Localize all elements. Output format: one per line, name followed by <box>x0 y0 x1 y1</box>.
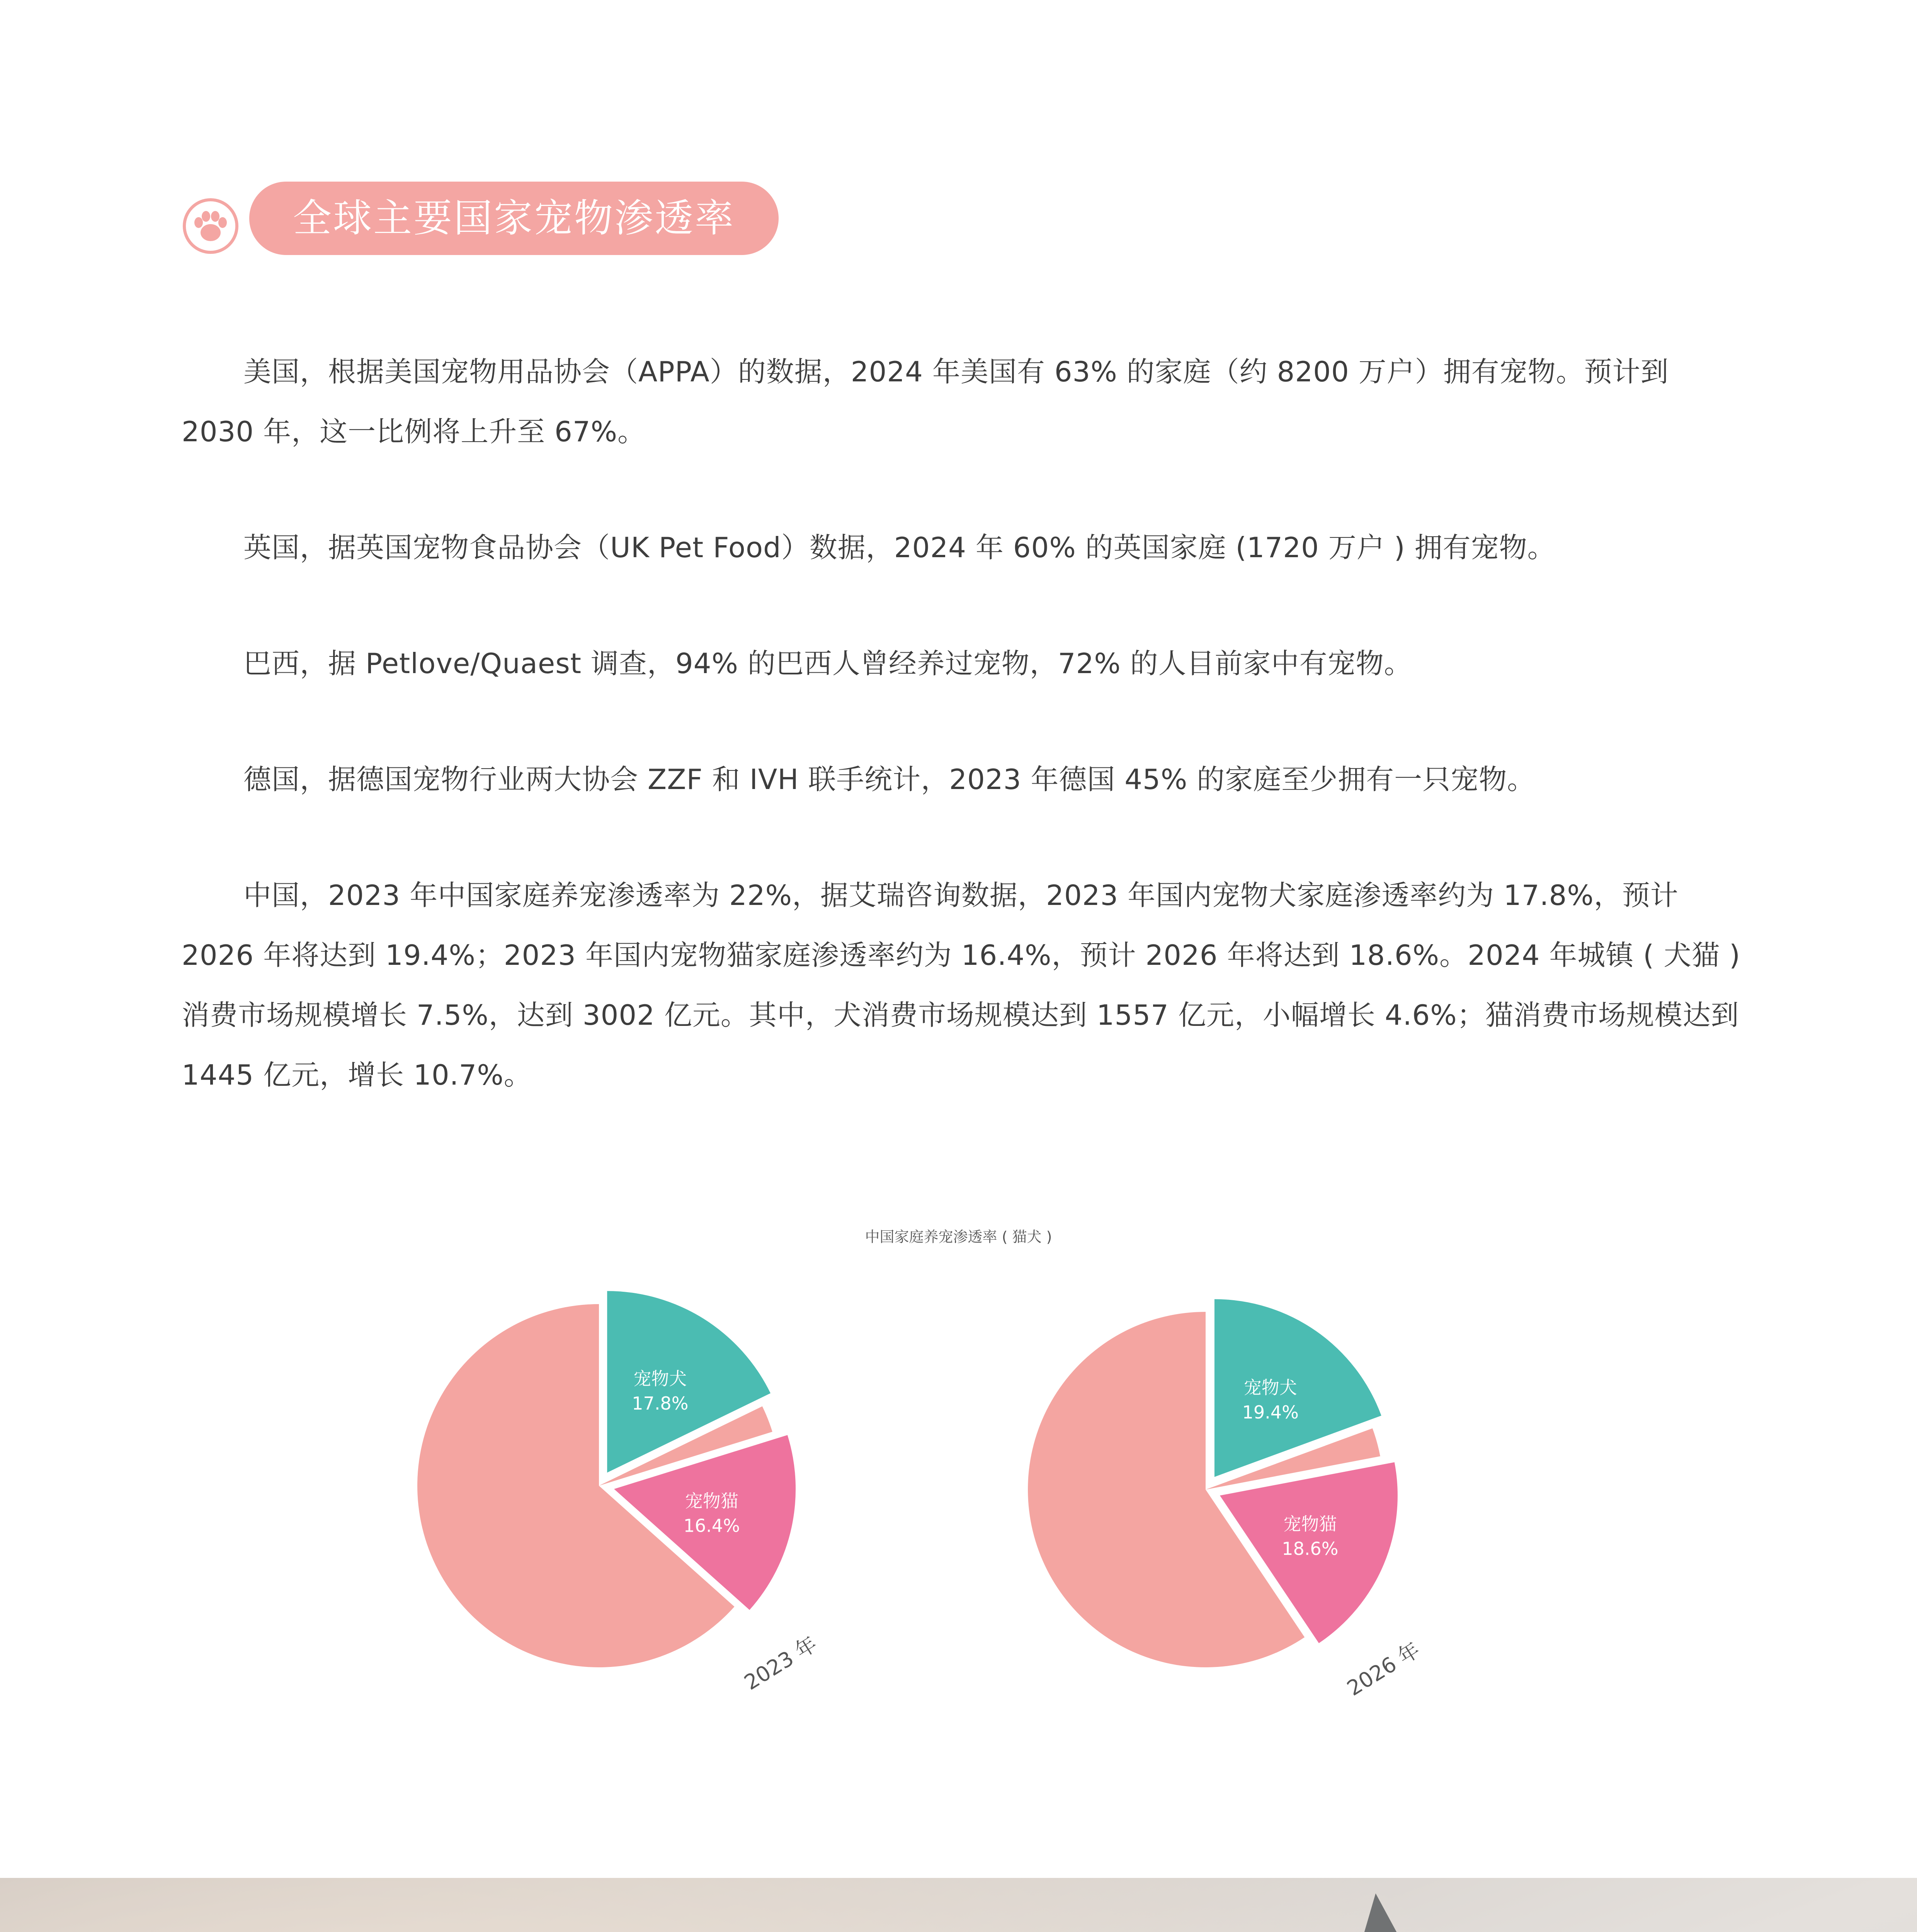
pie-chart-area <box>0 1206 1917 1747</box>
photo-illustration <box>0 1878 1917 1932</box>
slice-label: 宠物犬 <box>1243 1377 1297 1398</box>
paragraph-germany: 德国，据德国宠物行业两大协会 ZZF 和 IVH 联手统计，2023 年德国 45% 的家庭至少拥有一只宠物。 <box>243 763 1536 796</box>
dog-and-cat-photo <box>0 1878 1917 1932</box>
article-body <box>182 342 1747 1161</box>
slice-value: 18.6% <box>1282 1538 1339 1559</box>
pie-charts <box>0 1206 1917 1747</box>
section-heading <box>182 182 784 255</box>
year-label: 2026 年 <box>1343 1637 1424 1701</box>
paragraph-china: 中国，2023 年中国家庭养宠渗透率为 22%，据艾瑞咨询数据，2023 年国内宠物犬家庭渗透率约为 17.8%，预计 2026 年将达到 19.4%；2023 年国内宠物猫家庭渗透率约为 16.4%，预计 2026 年将达到 18.6%。2024 年城镇 ( 犬猫 ) 消费市场规模增长 7.5%，达到 3002 亿元。其中，犬消费市场规模达到 1557 亿元，小幅增长 4.6%；猫消费市场规模达到 1445 亿元，增长 10.7%。 <box>182 879 1741 1091</box>
year-label: 2023 年 <box>740 1631 822 1695</box>
slice-value: 16.4% <box>683 1515 740 1536</box>
pie-chart-1 <box>417 1291 821 1695</box>
slice-label: 宠物猫 <box>1283 1513 1337 1534</box>
paragraph-usa: 美国，根据美国宠物用品协会（APPA）的数据，2024 年美国有 63% 的家庭（约 8200 万户）拥有宠物。预计到 2030 年，这一比例将上升至 67%。 <box>182 355 1669 448</box>
slice-value: 17.8% <box>632 1393 689 1414</box>
slice-label: 宠物犬 <box>633 1368 687 1389</box>
paragraph-brazil: 巴西，据 Petlove/Quaest 调查，94% 的巴西人曾经养过宠物，72% 的人目前家中有宠物。 <box>243 647 1412 680</box>
chart-title: 中国家庭养宠渗透率 ( 猫犬 ) <box>865 1228 1052 1245</box>
section-title: 全球主要国家宠物渗透率 <box>249 182 779 255</box>
pie-chart-2 <box>1028 1299 1424 1701</box>
slice-value: 19.4% <box>1242 1401 1299 1423</box>
slice-label: 宠物猫 <box>685 1490 738 1512</box>
paragraph-uk: 英国，据英国宠物食品协会（UK Pet Food）数据，2024 年 60% 的英国家庭 (1720 万户 ) 拥有宠物。 <box>243 531 1556 564</box>
paw-icon <box>182 197 240 255</box>
